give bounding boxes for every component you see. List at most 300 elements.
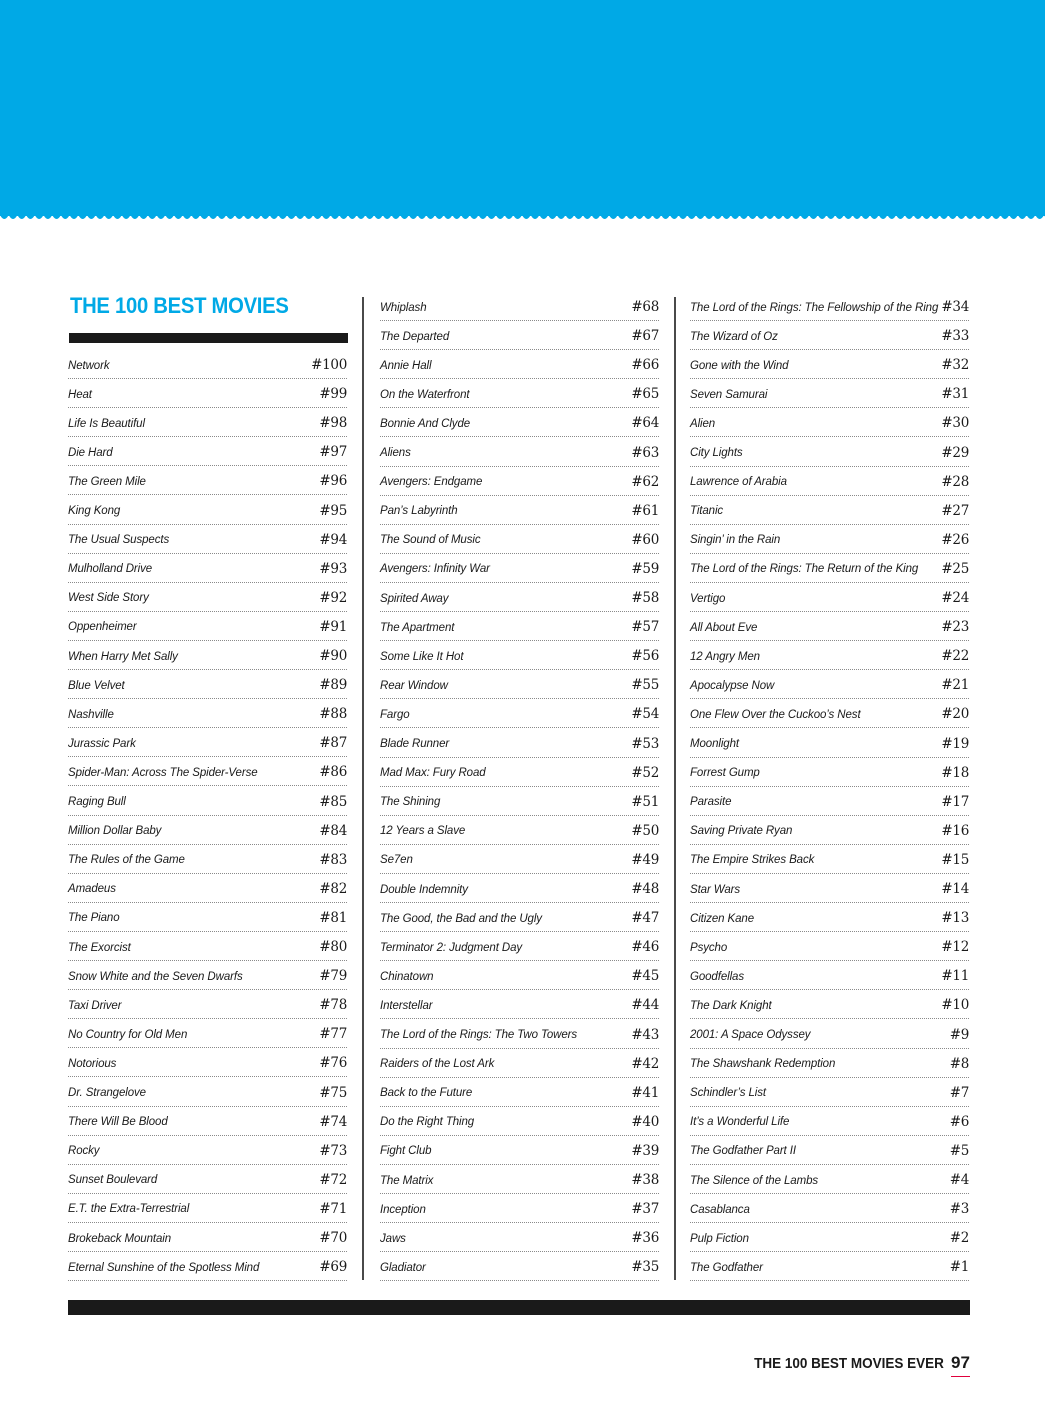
list-item [380, 699, 659, 728]
movie-title: Some Like It Hot [380, 650, 464, 663]
movie-rank: #96 [319, 473, 347, 490]
list-item [68, 437, 347, 466]
list-item [690, 467, 969, 496]
movie-rank: #1 [949, 1259, 969, 1276]
movie-rank: #21 [941, 677, 969, 694]
movie-title: Back to the Future [380, 1087, 473, 1100]
movie-title: City Lights [690, 447, 743, 459]
movie-rank: #35 [631, 1259, 659, 1276]
list-item [690, 350, 969, 379]
list-item [690, 612, 969, 641]
list-item [68, 408, 347, 437]
movie-title: Schindler’s List [690, 1087, 766, 1100]
movie-rank: #66 [631, 357, 659, 374]
movie-title: Forrest Gump [690, 767, 760, 780]
movie-title: The Green Mile [68, 475, 146, 488]
movie-rank: #31 [941, 386, 969, 403]
list-item [690, 758, 969, 787]
list-item [68, 787, 347, 816]
movie-title: The Exorcist [68, 941, 131, 954]
movie-title: The Empire Strikes Back [690, 854, 815, 867]
movie-rank: #23 [941, 619, 969, 636]
movie-title: Jurassic Park [68, 737, 136, 750]
movie-title: Sunset Boulevard [68, 1174, 158, 1187]
list-item [690, 990, 969, 1019]
list-item [68, 641, 347, 670]
list-item [68, 990, 347, 1019]
movie-title: Blue Velvet [68, 679, 125, 692]
list-item [690, 321, 969, 350]
movie-rank: #85 [319, 793, 347, 810]
movie-rank: #52 [631, 764, 659, 781]
movie-rank: #2 [949, 1230, 969, 1247]
movie-rank: #18 [941, 764, 969, 781]
list-item [690, 845, 969, 874]
movie-title: Moonlight [690, 738, 739, 750]
footer-label: THE 100 BEST MOVIES EVER [754, 1355, 944, 1372]
movie-rank: #43 [631, 1026, 659, 1043]
footer-rule [68, 1300, 970, 1315]
movie-title: The Piano [68, 912, 120, 925]
movie-title: Million Dollar Baby [68, 825, 162, 838]
list-item [690, 1165, 969, 1194]
list-item [380, 816, 659, 845]
movie-rank: #30 [941, 415, 969, 432]
list-item [690, 408, 969, 437]
list-item [690, 1107, 969, 1136]
movie-rank: #94 [319, 531, 347, 548]
list-item [68, 525, 347, 554]
movie-rank: #76 [319, 1055, 347, 1072]
list-item [690, 1223, 969, 1252]
list-item [68, 932, 347, 961]
movie-rank: #53 [631, 735, 659, 752]
list-item [380, 1049, 659, 1078]
list-item [380, 961, 659, 990]
movie-rank: #70 [319, 1230, 347, 1246]
movie-rank: #60 [631, 531, 659, 548]
movie-rank: #34 [941, 299, 969, 315]
movie-title: Rocky [68, 1145, 100, 1158]
movie-title: Inception [380, 1203, 426, 1216]
list-item [68, 1223, 347, 1252]
list-item [690, 1252, 969, 1281]
movie-title: The Godfather [690, 1261, 763, 1274]
movie-rank: #97 [319, 444, 347, 461]
movie-title: Network [68, 359, 110, 372]
movie-title: West Side Story [68, 592, 149, 605]
list-item [68, 874, 347, 903]
movie-title: Star Wars [690, 883, 741, 896]
movie-rank: #65 [631, 386, 659, 403]
page-number-underline [951, 1376, 970, 1377]
list-item [380, 496, 659, 525]
movie-title: Goodfellas [690, 970, 744, 983]
list-item [690, 1078, 969, 1107]
movie-rank: #75 [319, 1084, 347, 1101]
movie-title: Nashville [68, 708, 114, 721]
list-item [68, 466, 347, 495]
movie-title: Parasite [690, 796, 732, 809]
movie-rank: #77 [319, 1026, 347, 1043]
list-item [690, 379, 969, 408]
list-item [690, 525, 969, 554]
movie-title: Fargo [380, 708, 410, 721]
movie-rank: #39 [631, 1142, 659, 1159]
movie-title: Alien [690, 417, 716, 430]
list-item [68, 496, 347, 525]
movie-title: Raiders of the Lost Ark [380, 1058, 495, 1071]
movie-rank: #82 [319, 880, 347, 897]
movie-rank: #8 [949, 1055, 969, 1072]
list-item [380, 438, 659, 467]
movie-rank: #79 [319, 968, 347, 985]
movie-rank: #42 [631, 1055, 659, 1072]
movie-rank: #22 [941, 648, 969, 665]
movie-rank: #45 [631, 968, 659, 985]
list-item [380, 990, 659, 1019]
list-item [380, 525, 659, 554]
list-item [690, 554, 969, 583]
movie-rank: #95 [319, 502, 347, 519]
movie-title: 12 Years a Slave [380, 825, 466, 838]
movie-rank: #78 [319, 997, 347, 1014]
list-item [690, 816, 969, 845]
movie-rank: #64 [631, 415, 659, 432]
movie-rank: #54 [631, 706, 659, 723]
movie-title: Blade Runner [380, 738, 450, 750]
list-item [380, 729, 659, 758]
movie-title: Mad Max: Fury Road [380, 767, 486, 780]
list-item [690, 496, 969, 525]
movie-title: Apocalypse Now [690, 679, 775, 692]
list-item [690, 699, 969, 728]
movie-rank: #6 [949, 1113, 969, 1130]
list-item [380, 321, 659, 350]
list-item [68, 816, 347, 845]
list-item [690, 292, 969, 321]
movie-title: It’s a Wonderful Life [690, 1116, 790, 1129]
movie-title: Double Indemnity [380, 883, 468, 896]
list-item [690, 961, 969, 990]
list-item [68, 1019, 347, 1048]
movie-rank: #100 [311, 357, 347, 373]
list-item [690, 1136, 969, 1165]
movie-title: Oppenheimer [68, 621, 137, 634]
list-item [380, 408, 659, 437]
movie-title: Chinatown [380, 970, 434, 983]
movie-rank: #44 [631, 997, 659, 1014]
list-item [380, 1252, 659, 1281]
movie-rank: #69 [319, 1259, 347, 1276]
list-item [380, 1223, 659, 1252]
list-item [690, 1049, 969, 1078]
list-item [380, 641, 659, 670]
movie-title: There Will Be Blood [68, 1116, 168, 1129]
list-item [68, 583, 347, 612]
movie-title: The Shawshank Redemption [690, 1058, 836, 1071]
movie-rank: #51 [631, 793, 659, 810]
list-item [690, 641, 969, 670]
movie-rank: #9 [949, 1026, 969, 1043]
movie-title: Pulp Fiction [690, 1232, 749, 1245]
movie-rank: #33 [941, 328, 969, 345]
list-item [380, 787, 659, 816]
movie-title: Citizen Kane [690, 912, 755, 925]
list-item [68, 1107, 347, 1136]
movie-title: Psycho [690, 941, 728, 954]
movie-title: No Country for Old Men [68, 1028, 188, 1041]
list-item [68, 554, 347, 583]
movie-rank: #27 [941, 502, 969, 519]
movie-title: Se7en [380, 854, 413, 867]
list-item [380, 1194, 659, 1223]
list-item [690, 729, 969, 758]
list-item [68, 845, 347, 874]
movie-title: Singin’ in the Rain [690, 534, 781, 547]
list-item [380, 350, 659, 379]
movie-title: Annie Hall [380, 359, 432, 372]
list-item [690, 787, 969, 816]
movie-rank: #89 [319, 677, 347, 694]
movie-title: Spider-Man: Across The Spider-Verse [68, 766, 258, 779]
movie-title: Brokeback Mountain [68, 1232, 172, 1245]
movie-rank: #59 [631, 560, 659, 577]
movie-rank: #68 [631, 299, 659, 315]
movie-title: Amadeus [68, 883, 116, 896]
movie-title: Lawrence of Arabia [690, 476, 787, 489]
list-item [68, 379, 347, 408]
movie-rank: #19 [941, 735, 969, 752]
list-item [68, 757, 347, 786]
title-rule [69, 333, 348, 343]
movie-rank: #99 [319, 386, 347, 403]
movie-title: Gladiator [380, 1261, 426, 1274]
list-item [380, 379, 659, 408]
list-item [68, 612, 347, 641]
movie-title: The Sound of Music [380, 534, 481, 547]
movie-rank: #14 [941, 881, 969, 897]
movie-rank: #93 [319, 560, 347, 577]
list-item [380, 903, 659, 932]
list-item [380, 1107, 659, 1136]
movie-title: Casablanca [690, 1203, 750, 1216]
movie-rank: #61 [631, 502, 659, 519]
movie-rank: #88 [319, 706, 347, 723]
list-item [380, 1165, 659, 1194]
movie-title: The Lord of the Rings: The Two Towers [380, 1029, 578, 1041]
list-item [690, 1194, 969, 1223]
column-divider-2 [674, 297, 676, 1280]
list-item [690, 874, 969, 903]
movie-rank: #38 [631, 1172, 659, 1188]
movie-rank: #67 [631, 328, 659, 345]
movie-rank: #56 [631, 648, 659, 665]
list-item [690, 438, 969, 467]
movie-rank: #90 [319, 648, 347, 664]
list-title: THE 100 BEST MOVIES [70, 293, 289, 318]
movie-title: Vertigo [690, 592, 726, 605]
list-item [68, 961, 347, 990]
movie-rank: #74 [319, 1113, 347, 1130]
movie-rank: #24 [941, 590, 969, 606]
movie-rank: #11 [941, 968, 969, 985]
list-item [380, 612, 659, 641]
list-item [68, 1165, 347, 1194]
list-item [690, 670, 969, 699]
movie-title: Do the Right Thing [380, 1116, 475, 1129]
movie-title: Interstellar [380, 999, 433, 1012]
movie-title: Raging Bull [68, 796, 126, 808]
movie-title: Pan’s Labyrinth [380, 505, 458, 518]
list-item [68, 670, 347, 699]
list-item [68, 350, 347, 379]
movie-rank: #86 [319, 764, 347, 781]
list-item [68, 903, 347, 932]
movie-rank: #10 [941, 997, 969, 1014]
movie-rank: #13 [941, 910, 969, 927]
movie-rank: #36 [631, 1230, 659, 1247]
list-item [380, 670, 659, 699]
movie-rank: #26 [941, 531, 969, 548]
movie-rank: #80 [319, 939, 347, 955]
list-item [380, 292, 659, 321]
movie-rank: #87 [319, 735, 347, 752]
movie-rank: #55 [631, 677, 659, 694]
movie-rank: #37 [631, 1201, 659, 1218]
movie-rank: #73 [319, 1142, 347, 1159]
list-item [380, 583, 659, 612]
list-item [68, 1194, 347, 1223]
movie-title: Titanic [690, 505, 724, 518]
movie-title: One Flew Over the Cuckoo’s Nest [690, 708, 861, 721]
movie-title: The Wizard of Oz [690, 330, 778, 343]
movie-rank: #41 [631, 1084, 659, 1101]
movie-title: E.T. the Extra-Terrestrial [68, 1203, 190, 1216]
list-item [380, 1078, 659, 1107]
movie-rank: #40 [631, 1113, 659, 1130]
list-item [380, 1136, 659, 1165]
movie-rank: #25 [941, 560, 969, 577]
movie-rank: #84 [319, 822, 347, 839]
movie-title: The Usual Suspects [68, 534, 170, 547]
movie-title: Seven Samurai [690, 388, 768, 401]
movie-rank: #58 [631, 590, 659, 606]
movie-title: Dr. Strangelove [68, 1087, 146, 1099]
movie-title: All About Eve [690, 621, 758, 634]
list-item [68, 728, 347, 757]
movie-rank: #63 [631, 444, 659, 461]
movie-title: The Shining [380, 796, 441, 809]
list-item [380, 554, 659, 583]
list-item [690, 583, 969, 612]
movie-title: On the Waterfront [380, 388, 470, 401]
movie-title: Whiplash [380, 301, 427, 314]
movie-title: Notorious [68, 1057, 117, 1070]
list-item [380, 845, 659, 874]
movie-rank: #7 [949, 1084, 969, 1101]
movie-rank: #16 [941, 822, 969, 839]
movie-title: The Dark Knight [690, 999, 772, 1012]
movie-rank: #50 [631, 822, 659, 839]
movie-title: 2001: A Space Odyssey [690, 1029, 811, 1041]
list-item [380, 758, 659, 787]
movie-rank: #72 [319, 1171, 347, 1188]
movie-rank: #4 [949, 1172, 969, 1188]
movie-rank: #81 [319, 909, 347, 926]
movie-title: Snow White and the Seven Dwarfs [68, 970, 243, 983]
list-item [690, 932, 969, 961]
movie-title: King Kong [68, 505, 121, 517]
movie-rank: #29 [941, 444, 969, 461]
movie-title: Bonnie And Clyde [380, 417, 471, 430]
movie-title: Jaws [380, 1232, 406, 1245]
banner-scalloped-edge [0, 212, 1045, 224]
movie-rank: #62 [631, 473, 659, 490]
movie-rank: #91 [319, 618, 347, 635]
movie-rank: #20 [941, 706, 969, 723]
movie-title: Rear Window [380, 679, 448, 692]
movie-rank: #3 [949, 1201, 969, 1218]
movie-title: Gone with the Wind [690, 359, 789, 372]
movie-rank: #12 [941, 939, 969, 956]
list-item [380, 874, 659, 903]
movie-title: 12 Angry Men [690, 650, 760, 663]
movie-rank: #47 [631, 910, 659, 927]
list-item [380, 932, 659, 961]
movie-title: The Lord of the Rings: The Return of the King [690, 563, 919, 576]
movie-title: Taxi Driver [68, 999, 122, 1012]
movie-title: The Apartment [380, 621, 455, 634]
movie-rank: #5 [949, 1142, 969, 1159]
movie-rank: #57 [631, 619, 659, 636]
movie-rank: #28 [941, 473, 969, 490]
movie-title: Avengers: Endgame [380, 476, 483, 489]
list-item [68, 699, 347, 728]
movie-rank: #48 [631, 881, 659, 897]
movie-title: Fight Club [380, 1145, 432, 1158]
movie-title: Saving Private Ryan [690, 825, 793, 838]
movie-rank: #15 [941, 851, 969, 868]
movie-title: The Good, the Bad and the Ugly [380, 912, 542, 925]
movie-title: Eternal Sunshine of the Spotless Mind [68, 1261, 260, 1274]
list-item [690, 903, 969, 932]
column-divider-1 [362, 297, 364, 1280]
movie-title: The Godfather Part II [690, 1145, 796, 1158]
movie-title: When Harry Met Sally [68, 650, 178, 663]
movie-rank: #71 [319, 1200, 347, 1217]
movie-rank: #98 [319, 415, 347, 432]
movie-title: Aliens [380, 447, 411, 459]
movie-rank: #92 [319, 589, 347, 606]
list-item [68, 1078, 347, 1107]
movie-rank: #17 [941, 793, 969, 810]
movie-title: Terminator 2: Judgment Day [380, 941, 523, 954]
list-item [380, 467, 659, 496]
movie-title: Die Hard [68, 446, 113, 459]
list-item [68, 1048, 347, 1077]
movie-title: Avengers: Infinity War [380, 563, 490, 576]
page-number: 97 [951, 1353, 970, 1372]
list-item [68, 1136, 347, 1165]
movie-title: The Lord of the Rings: The Fellowship of the Ring [690, 301, 939, 314]
movie-title: Heat [68, 388, 92, 401]
movie-title: The Matrix [380, 1174, 434, 1187]
header-banner [0, 0, 1045, 216]
movie-rank: #83 [319, 851, 347, 868]
movie-title: Spirited Away [380, 592, 449, 605]
movie-title: Life Is Beautiful [68, 417, 145, 430]
